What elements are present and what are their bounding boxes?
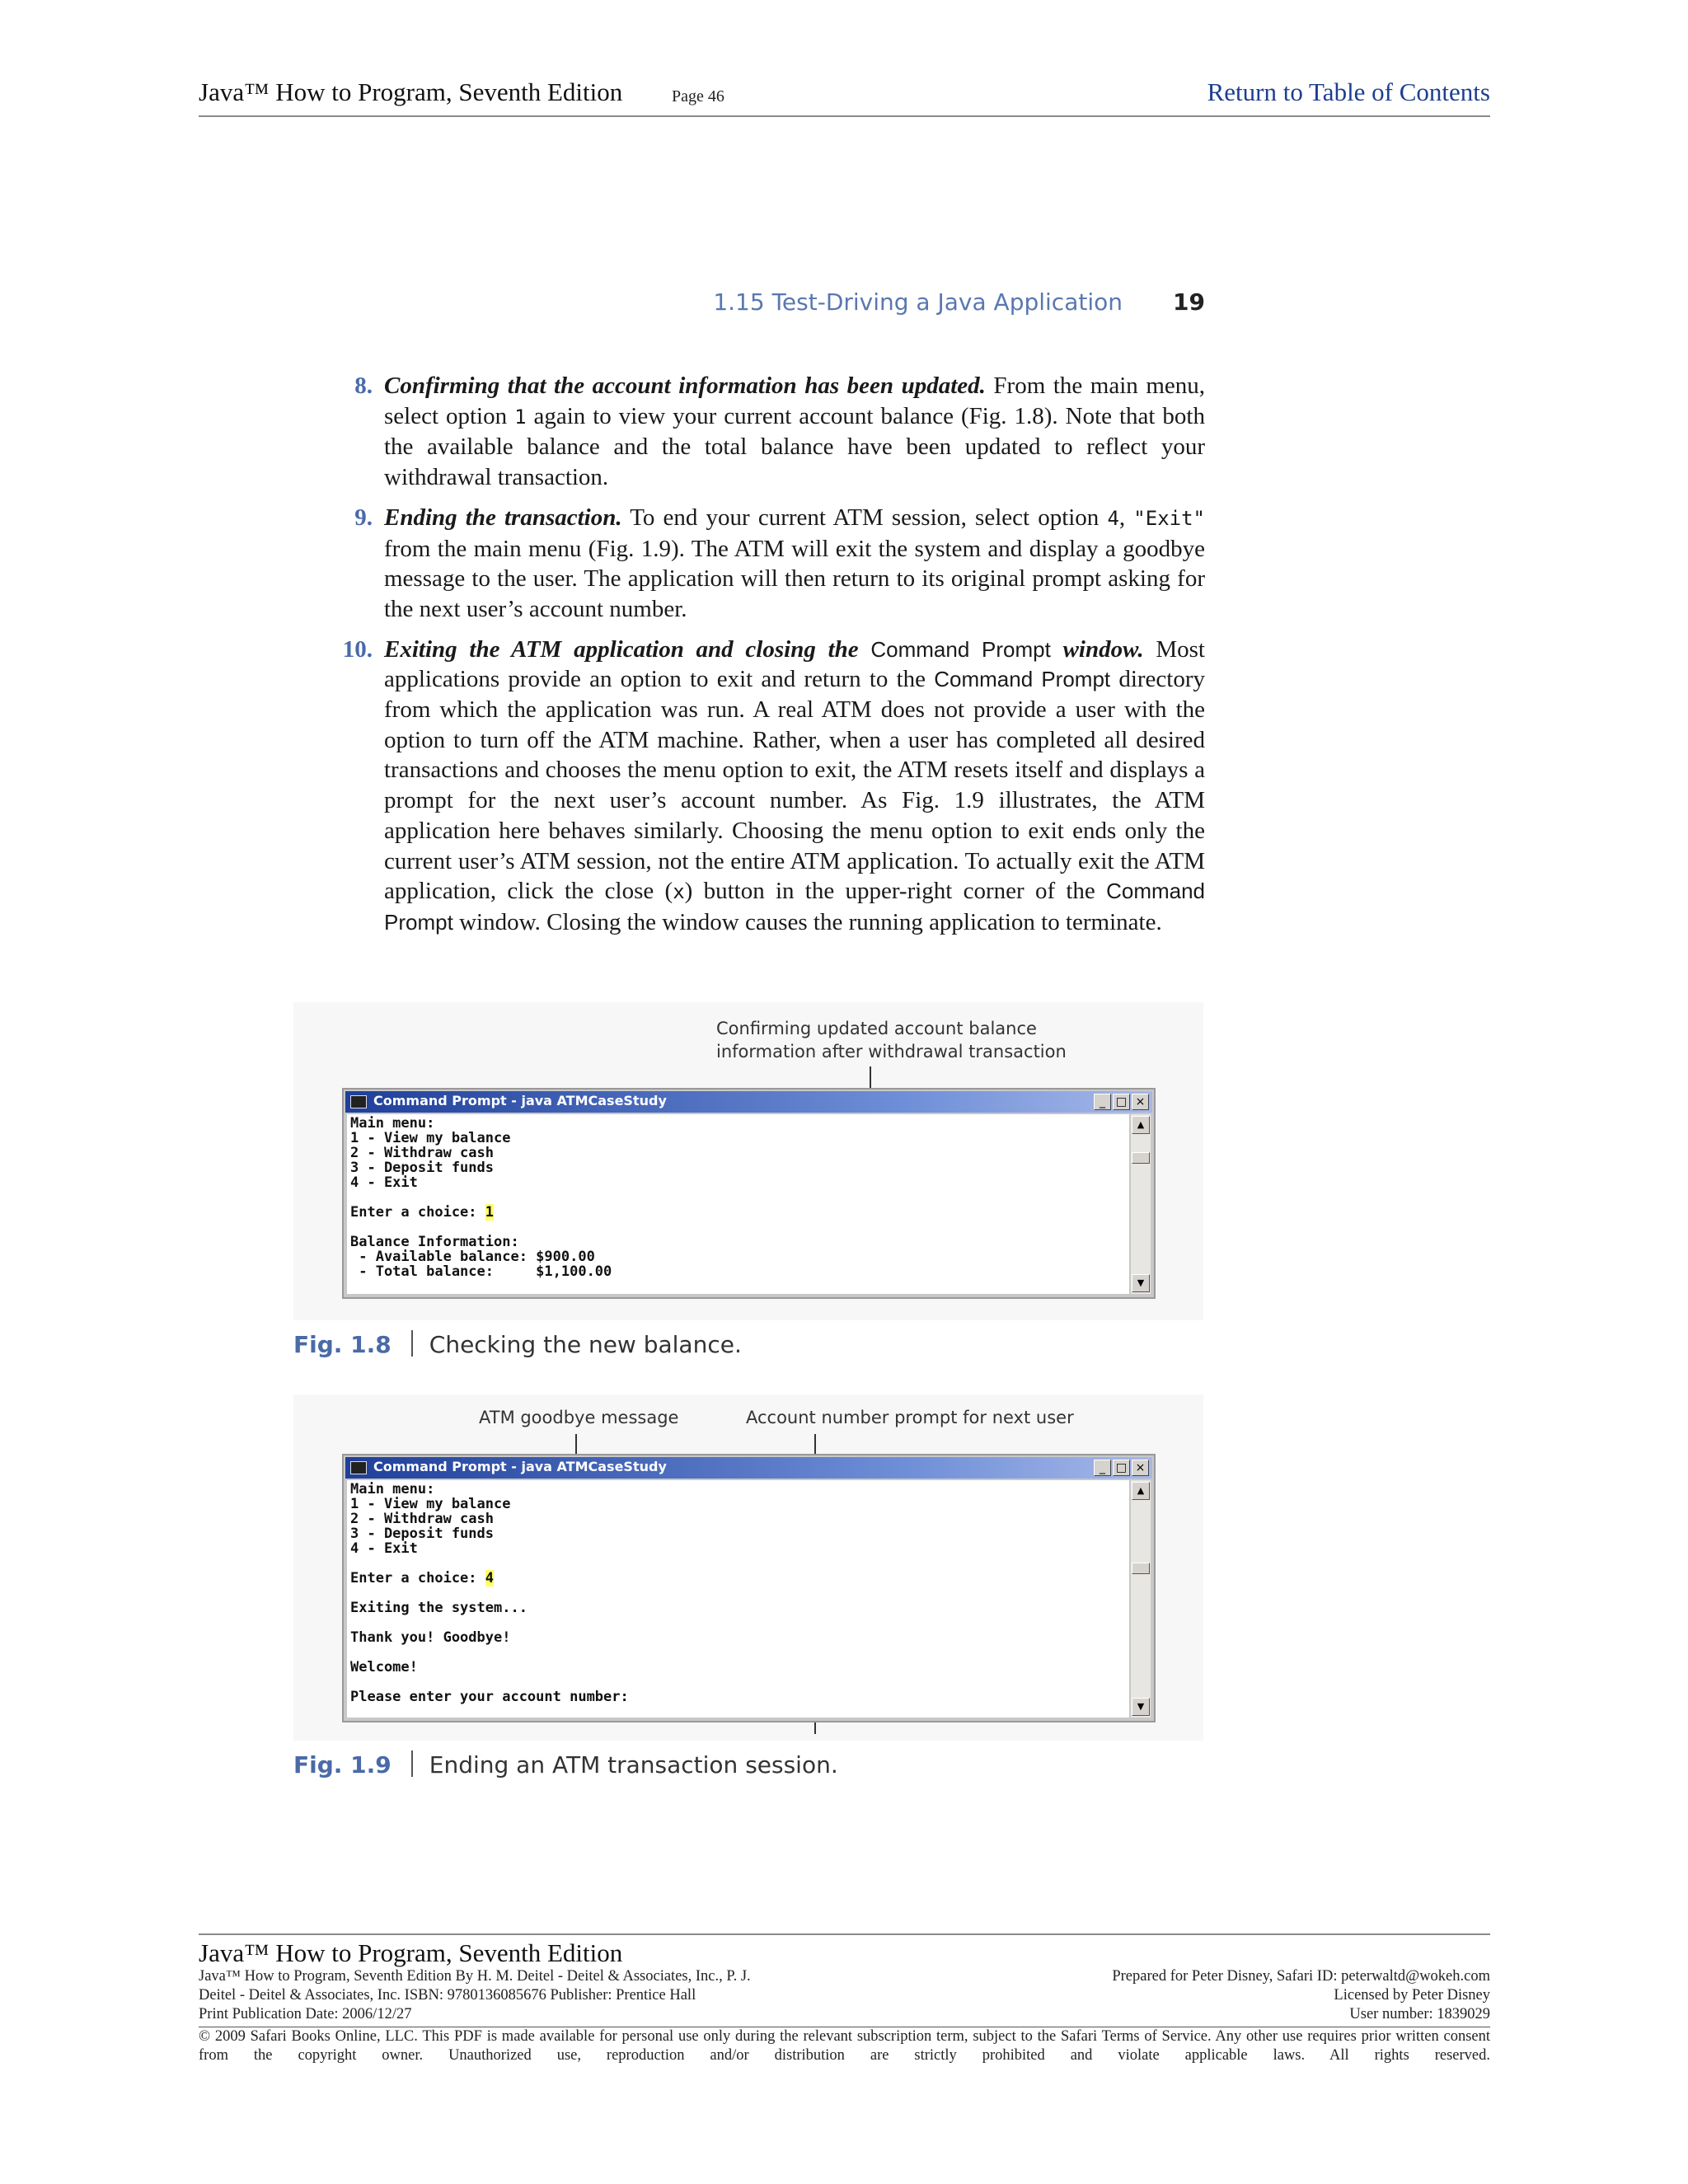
step-text: again to view your current account balance (Fig. 1.8). Note that both the available balance and the total balance have been updated to reflect your withdrawal transaction. — [384, 402, 1205, 491]
step-text: window. Closing the window causes the running application to terminate. — [452, 908, 1162, 935]
scroll-thumb[interactable] — [1132, 1152, 1150, 1164]
close-button[interactable]: × — [1132, 1460, 1149, 1476]
code-close: x — [673, 880, 685, 904]
step-title: window. — [1050, 635, 1144, 663]
header-page-label: Page 46 — [672, 87, 724, 105]
step-title: Ending the transaction. — [384, 504, 622, 531]
command-prompt-window[interactable] — [342, 1088, 1156, 1299]
vertical-scrollbar[interactable] — [1131, 1480, 1151, 1718]
scroll-up-button[interactable]: ▲ — [1132, 1116, 1150, 1134]
step-text: Most applications provide an option to exit and return to the — [384, 635, 1205, 693]
console-line: 2 - Withdraw cash — [350, 1145, 494, 1161]
console-line: - Total balance: $1,100.00 — [350, 1263, 612, 1280]
console-line: - Available balance: $900.00 — [350, 1249, 595, 1265]
step-title: Confirming that the account information has been updated. — [384, 373, 986, 399]
close-button[interactable]: × — [1132, 1094, 1149, 1110]
step-9 — [326, 503, 1205, 625]
console-line: 3 - Deposit funds — [350, 1160, 494, 1176]
figure-caption-text: Ending an ATM transaction session. — [429, 1751, 838, 1779]
console-line: Welcome! — [350, 1659, 418, 1675]
figure-1-9 — [293, 1394, 1203, 1741]
footer-copyright: © 2009 Safari Books Online, LLC. This PDF is made available for personal use only during the relevant subscription term, subject to the Safari Terms of Service. Any other use requires prior written consent from the copyright owner. Unauthorized use, reproduction and/or distribution are strictly prohibited and violate applicable laws. All rights reserved. — [199, 2028, 1490, 2064]
step-10 — [326, 635, 1205, 938]
footer-row — [199, 2006, 1490, 2025]
step-text: ) button in the upper-right corner of the — [684, 878, 1107, 905]
footer-licensed-by: Licensed by Peter Disney — [1334, 1987, 1490, 2004]
console-line: 4 - Exit — [350, 1174, 418, 1191]
console-line: Please enter your account number: — [350, 1689, 629, 1705]
figure-caption-text: Checking the new balance. — [429, 1331, 742, 1358]
console-output — [347, 1114, 1129, 1294]
code-option: 4 — [1107, 506, 1119, 530]
header-book-title: Java™ How to Program, Seventh Edition — [199, 77, 623, 106]
console-input: 1 — [485, 1204, 495, 1221]
footer-user-number: User number: 1839029 — [1349, 2006, 1490, 2022]
window-controls — [1092, 1094, 1149, 1111]
ui-term: Command Prompt — [870, 636, 1051, 662]
footer-prepared-for: Prepared for Peter Disney, Safari ID: peterwaltd@wokeh.com — [1112, 1968, 1490, 1985]
figure-1-8-caption — [293, 1330, 742, 1358]
ui-term: Command Prompt — [384, 879, 1206, 935]
window-controls — [1092, 1460, 1149, 1477]
console-line: 4 - Exit — [350, 1540, 418, 1557]
scroll-down-button[interactable]: ▼ — [1132, 1698, 1150, 1716]
step-text: From the main menu, select option — [384, 373, 1205, 429]
scroll-up-button[interactable]: ▲ — [1132, 1482, 1150, 1500]
running-head — [0, 288, 1205, 321]
console-prompt: Enter a choice: — [350, 1570, 485, 1586]
console-line: 2 - Withdraw cash — [350, 1511, 494, 1527]
step-number: 8. — [354, 373, 373, 399]
code-exit: "Exit" — [1133, 506, 1205, 530]
code-option: 1 — [514, 405, 527, 429]
figure-label: Fig. 1.8 — [293, 1331, 392, 1358]
step-8 — [326, 371, 1205, 493]
figure-1-9-caption — [293, 1750, 838, 1779]
window-titlebar[interactable] — [345, 1091, 1152, 1113]
minimize-button[interactable]: _ — [1094, 1460, 1111, 1476]
console-line: Main menu: — [350, 1481, 435, 1497]
step-text: , — [1118, 504, 1134, 531]
console-line: Exiting the system... — [350, 1600, 528, 1616]
window-title: Command Prompt - java ATMCaseStudy — [373, 1093, 667, 1108]
minimize-button[interactable]: _ — [1094, 1094, 1111, 1110]
ui-term: Command Prompt — [934, 667, 1111, 692]
page-header — [199, 77, 1490, 117]
step-text: directory from which the application was run. A real ATM does not provide a user with the option to turn off the ATM machine. Rather, when a user has completed all desired transactions and chooses the menu option to exit, the ATM resets itself and displays a prompt for the next user’s account number. As Fig. 1.9 illustrates, the ATM application here behaves similarly. Choosing the menu option to exit ends only the current user’s ATM session, not the entire ATM application. To actually exit the ATM application, click the close ( — [384, 666, 1205, 905]
maximize-button[interactable]: □ — [1113, 1460, 1130, 1476]
console-line: Thank you! Goodbye! — [350, 1629, 511, 1646]
caption-divider — [411, 1330, 413, 1357]
callout-goodbye: ATM goodbye message — [479, 1408, 679, 1427]
footer-isbn: Deitel - Deitel & Associates, Inc. ISBN: 9780136085676 Publisher: Prentice Hall — [199, 1987, 696, 2004]
callout-balance-updated: Confirming updated account balance information after withdrawal transaction — [716, 1019, 1067, 1062]
console-line: 3 - Deposit funds — [350, 1526, 494, 1542]
window-titlebar[interactable] — [345, 1457, 1152, 1479]
console-input: 4 — [485, 1570, 495, 1586]
console-output — [347, 1480, 1129, 1718]
caption-divider — [411, 1750, 413, 1777]
step-title: Exiting the ATM application and closing the — [384, 635, 871, 663]
footer-row — [199, 1987, 1490, 2006]
console-prompt-line — [350, 1205, 494, 1220]
command-prompt-window[interactable] — [342, 1454, 1156, 1722]
scroll-down-button[interactable]: ▼ — [1132, 1274, 1150, 1292]
step-number: 10. — [342, 635, 373, 663]
running-head-section: 1.15 Test-Driving a Java Application — [713, 288, 1123, 316]
console-line: Balance Information: — [350, 1234, 519, 1250]
return-to-toc-link[interactable]: Return to Table of Contents — [1207, 77, 1490, 106]
footer-book-title: Java™ How to Program, Seventh Edition — [199, 1938, 623, 1967]
running-head-page-number: 19 — [1173, 288, 1205, 316]
console-prompt: Enter a choice: — [350, 1204, 485, 1221]
cmd-system-icon[interactable] — [350, 1461, 367, 1474]
vertical-scrollbar[interactable] — [1131, 1114, 1151, 1294]
page-footer — [199, 1933, 1490, 2065]
cmd-system-icon[interactable] — [350, 1095, 367, 1108]
step-text: from the main menu (Fig. 1.9). The ATM will exit the system and display a goodbye message to the user. The application will then return to its original prompt asking for the next user’s account number. — [384, 535, 1205, 622]
figure-label: Fig. 1.9 — [293, 1751, 392, 1779]
window-title: Command Prompt - java ATMCaseStudy — [373, 1459, 667, 1474]
maximize-button[interactable]: □ — [1113, 1094, 1130, 1110]
footer-pub-date: Print Publication Date: 2006/12/27 — [199, 2006, 412, 2022]
figure-1-8 — [293, 1002, 1203, 1320]
console-line: 1 - View my balance — [350, 1496, 511, 1512]
callout-account-prompt: Account number prompt for next user — [746, 1408, 1074, 1427]
console-line: 1 - View my balance — [350, 1130, 511, 1146]
console-line: Main menu: — [350, 1115, 435, 1132]
step-text: To end your current ATM session, select option — [621, 504, 1108, 531]
step-list — [326, 371, 1205, 948]
scroll-thumb[interactable] — [1132, 1563, 1150, 1574]
footer-authors: Java™ How to Program, Seventh Edition By H. M. Deitel - Deitel & Associates, Inc., P. J. — [199, 1968, 751, 1985]
console-prompt-line — [350, 1571, 494, 1586]
footer-row — [199, 1968, 1490, 1987]
step-number: 9. — [354, 504, 373, 531]
